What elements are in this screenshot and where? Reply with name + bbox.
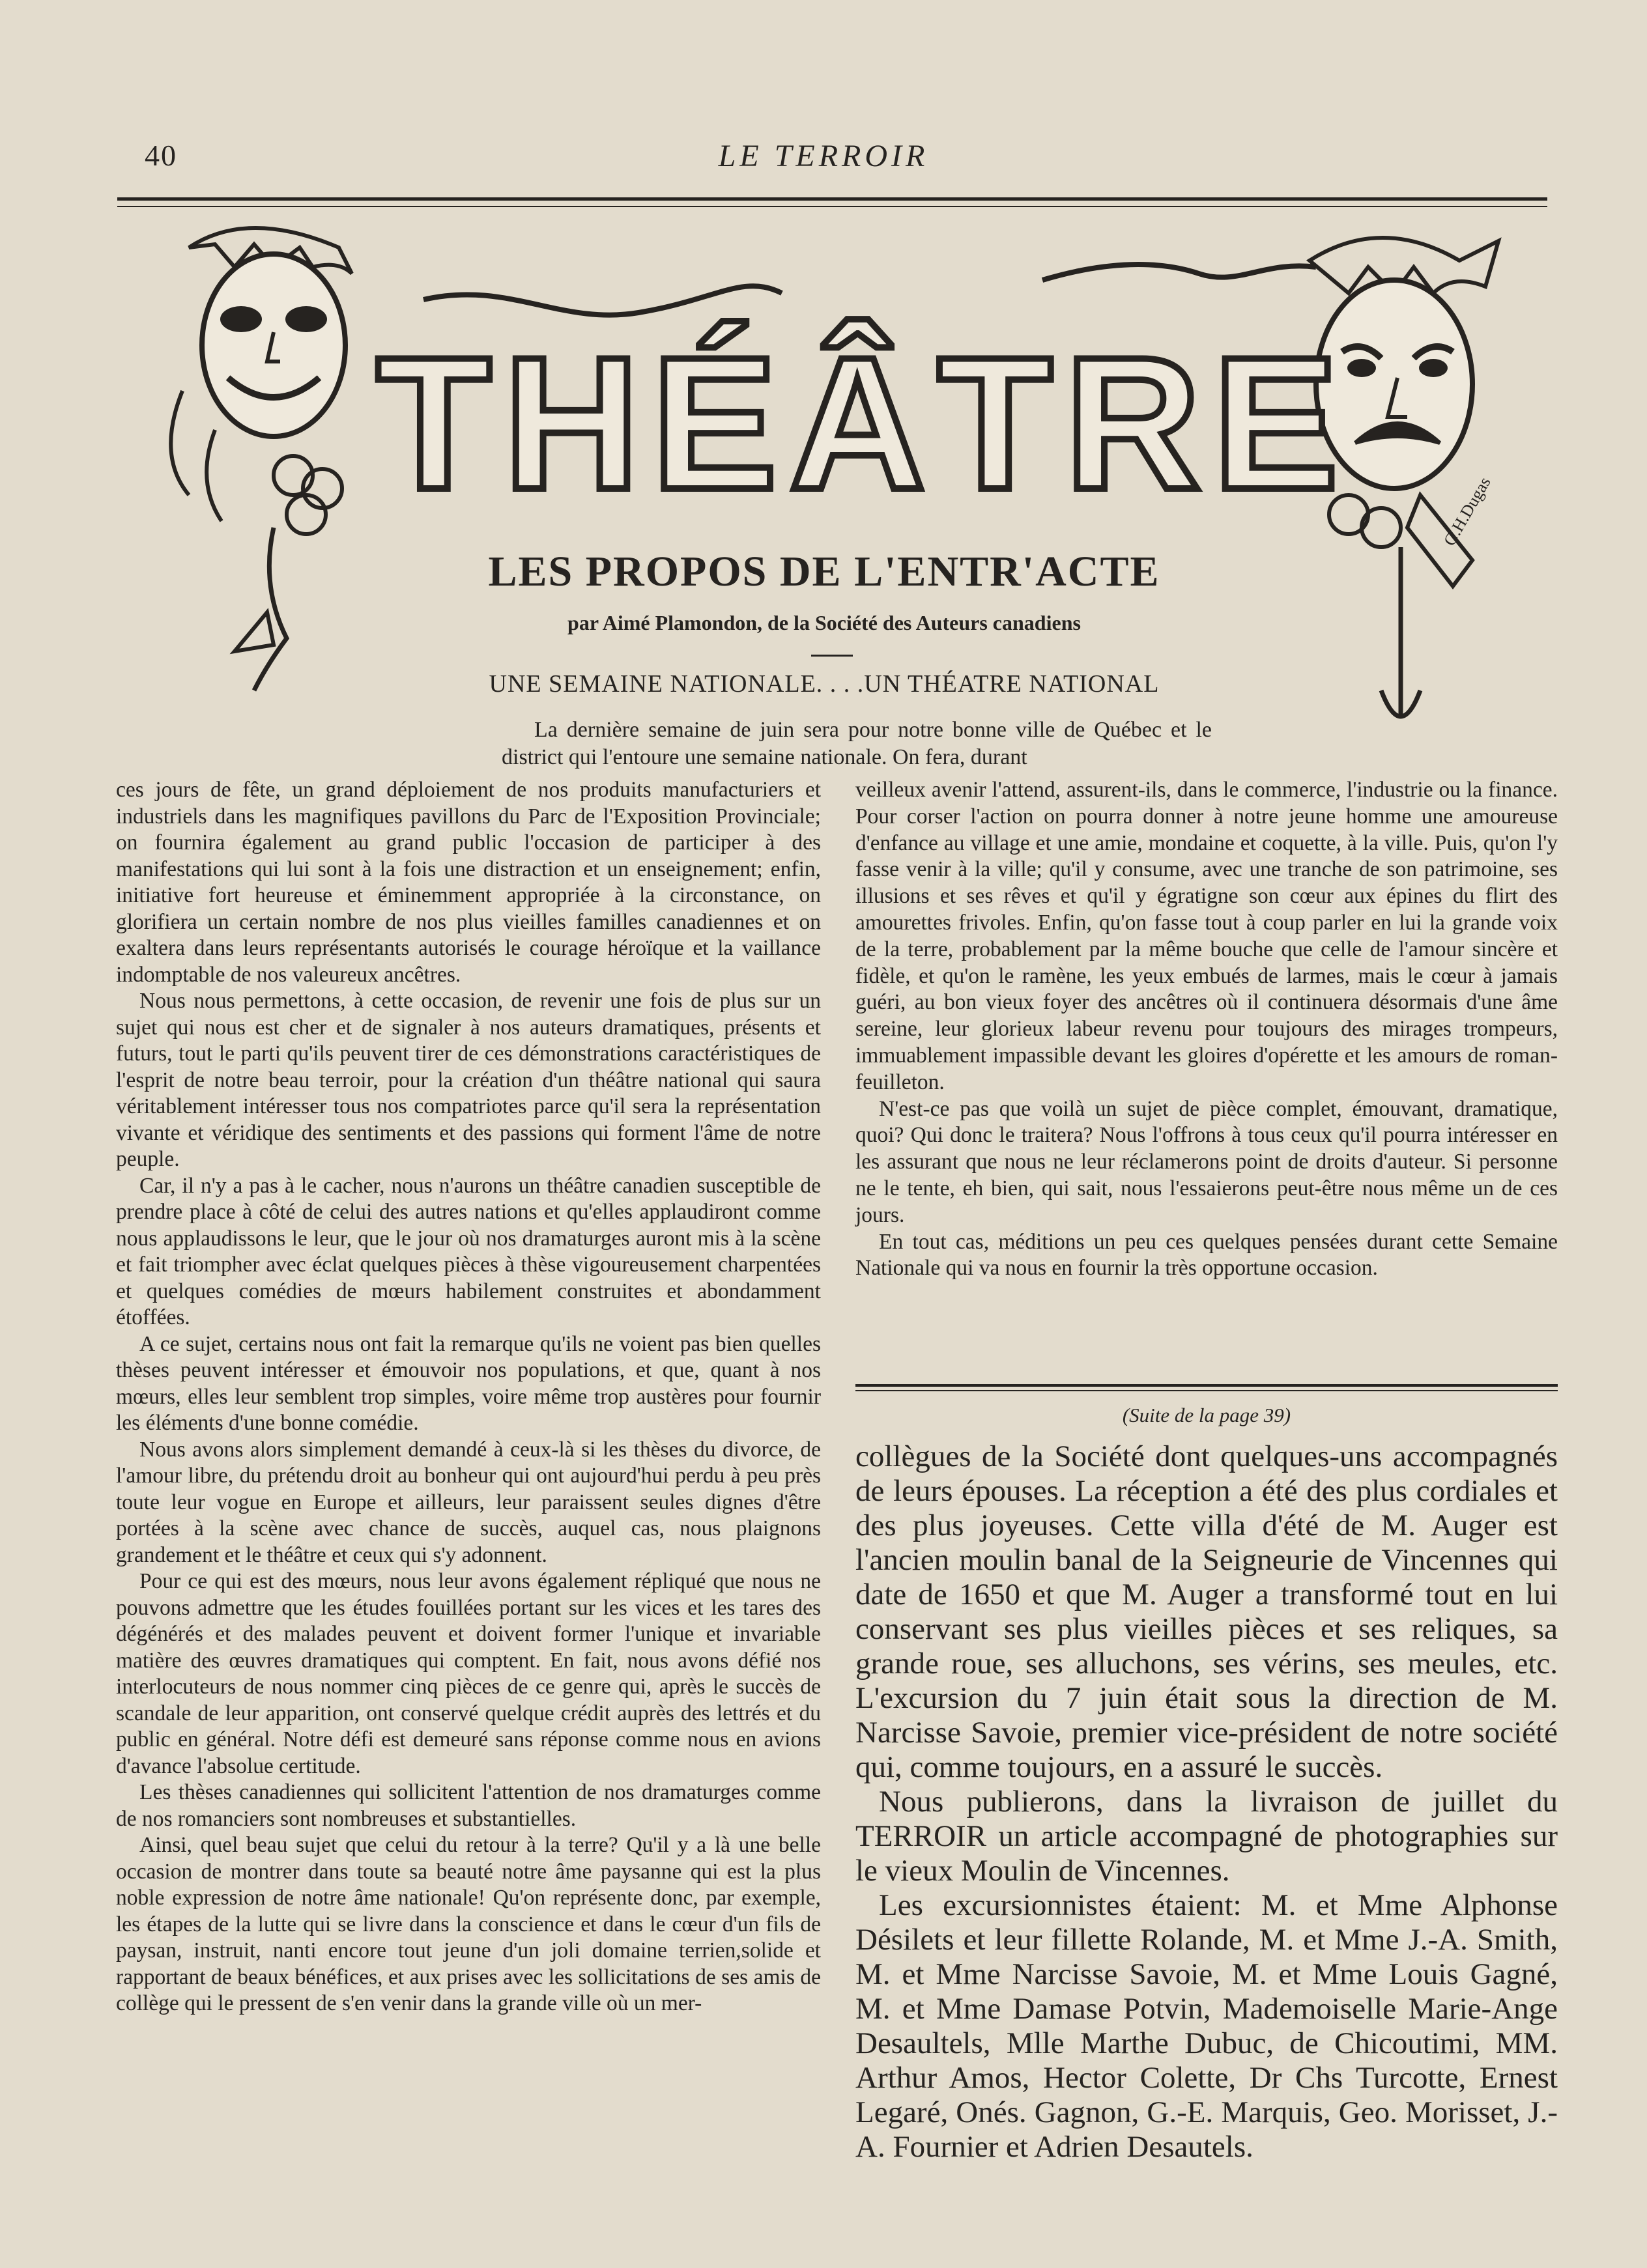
page-number: 40 xyxy=(145,139,177,172)
article-byline: par Aimé Plamondon, de la Société des Auteurs canadiens xyxy=(567,611,1081,634)
article-subtitle: UNE SEMAINE NATIONALE. . . .UN THÉATRE NATIONAL xyxy=(489,670,1160,698)
title-rule xyxy=(811,655,853,657)
paragraph: ces jours de fête, un grand déploiement de nos produits manufacturiers et industriels dans les magnifiques pavillons du Parc de l'Exposition Provinciale; on fournira également au grand public l'occasion de participer à des manifestations qui lui sont à la fois une distraction et un enseignement; enfin, initiative fort heureuse et éminemment appropriée à la circonstance, on glorifiera un certain nombre de nos plus vieilles familles canadiennes et on exaltera dans leurs représentants autorisés le courage héroïque et la vaillance indomptable de nos valeureux ancêtres. xyxy=(116,778,821,987)
right-column-article xyxy=(855,777,1558,1282)
paragraph: Les thèses canadiennes qui sollicitent l'attention de nos dramaturges comme de nos romanciers sont nombreuses et substantielles. xyxy=(116,1780,821,1831)
paragraph: A ce sujet, certains nous ont fait la remarque qu'ils ne voient pas bien quelles thèses peuvent intéresser et émouvoir nos populations, et que, quant à nos mœurs, elles leur semblent trop simples, voire même trop austères pour fournir les éléments d'une bonne comédie. xyxy=(116,1331,821,1435)
paragraph: veilleux avenir l'attend, assurent-ils, dans le commerce, l'industrie ou la finance. Pour corser l'action on pourra donner à notre jeune homme une amoureuse d'enfance au village et une amie, mondaine et coquette, à la ville. Puis, qu'on l'y fasse venir à la ville; qu'il y consume, avec une tranche de son patrimoine, ses illusions et ses rêves et qu'il y égratigne son cœur aux épines du flirt des amourettes frivoles. Enfin, qu'on fasse tout à coup parler en lui la grande voix de la terre, probablement par la même bouche que celle de l'amour sincère et fidèle, et qu'on le ramène, les yeux embués de larmes, mais le cœur à jamais guéri, au bon vieux foyer des ancêtres où il continuera désormais d'une âme sereine, leur glorieux labeur revenu pour toujours des mirages trompeurs, immuablement impassible devant les gloires d'opérette et les amours de roman-feuilleton. xyxy=(855,778,1558,1094)
artist-signature: G.H.Dugas xyxy=(1440,474,1495,549)
theatre-heading: THÉÂTRE xyxy=(376,318,1351,529)
paragraph: Nous nous permettons, à cette occasion, de revenir une fois de plus sur un sujet qui nous est cher et de signaler à nos auteurs dramatiques, présents et futurs, tout le parti qu'ils peuvent tirer de ces démonstrations caractéristiques de l'esprit de notre beau terroir, pour la création d'un théâtre national qui saura véritablement intéresser tous nos compatriotes parce qu'il sera la représentation vivante et véridique des sentiments et des passions qui forment l'âme de notre peuple. xyxy=(116,989,821,1171)
ribbon-right xyxy=(1042,264,1316,280)
paragraph: Nous publierons, dans la livraison de juillet du TERROIR un article accompagné de photographies sur le vieux Moulin de Vincennes. xyxy=(855,1785,1558,1888)
article-intro: La dernière semaine de juin sera pour notre bonne ville de Québec et le district qui l'entoure une semaine nationale. On fera, durant xyxy=(502,718,1212,769)
header-rule-thin xyxy=(117,206,1547,207)
header-rule xyxy=(117,197,1547,201)
continuation-label: (Suite de la page 39) xyxy=(1122,1404,1291,1426)
paragraph: Ainsi, quel beau sujet que celui du retour à la terre? Qu'il y a là une belle occasion de montrer dans toute sa beauté notre âme paysanne qui est la plus noble expression de notre âme nationale! Qu'on représente donc, par exemple, les étapes de la lutte qui se livre dans la conscience et dans le cœur d'un fils de paysan, instruit, nanti encore tout jeune d'un joli domaine terrien,solide et rapportant de beaux bénéfices, et aux prises avec les sollicitations de ses amis de collège qui le pressent de s'en venir dans la grande ville où un mer- xyxy=(116,1833,821,2015)
left-column xyxy=(116,777,821,2017)
paragraph: Nous avons alors simplement demandé à ceux-là si les thèses du divorce, de l'amour libre, du prétendu droit au bonheur qui ont aujourd'hui perdu à peu près toute leur vogue en Europe et ailleurs, leur paraissent seules dignes d'être portées à la scène avec chance de succès, auquel cas, nous plaignons grandement et le théâtre et ceux qui s'y adonnent. xyxy=(116,1437,821,1567)
comedy-mask-icon xyxy=(171,228,352,690)
journal-title: LE TERROIR xyxy=(718,139,929,173)
paragraph: Pour ce qui est des mœurs, nous leur avons également répliqué que nous ne pouvons admettre que les études fouillées portant sur les vices et les tares des dégénérés et des malades peuvent et doivent former l'unique et invariable matière des œuvres dramatiques qui comptent. En fait, nous avons défié nos interlocuteurs de nous nommer cinq pièces de ce genre qui, après le succès de scandale de leur apparition, ont conservé quelque crédit auprès des lettrés et du public en général. Notre défi est demeuré sans réponse comme nous en avions d'avance l'absolue certitude. xyxy=(116,1569,821,1778)
article-title: LES PROPOS DE L'ENTR'ACTE xyxy=(488,548,1160,595)
section-rule xyxy=(855,1384,1558,1387)
running-head xyxy=(117,138,1530,184)
continuation-text xyxy=(855,1439,1558,2164)
ribbon-left xyxy=(423,286,782,315)
paragraph: Car, il n'y a pas à le cacher, nous n'aurons un théâtre canadien susceptible de prendre place à côté de celui des autres nations et qu'elles applaudiront comme nous applaudissons le leur, que le jour où nos dramaturges auront mis à la scène et fait triompher avec éclat quelques pièces à thèse vigoureusement charpentées et quelques comédies de mœurs habilement construites et abondamment étoffées. xyxy=(116,1173,821,1329)
paragraph: Les excursionnistes étaient: M. et Mme Alphonse Désilets et leur fillette Rolande, M. et Mme J.-A. Smith, M. et Mme Narcisse Savoie, M. et Mme Louis Gagné, M. et Mme Damase Potvin, Mademoiselle Marie-Ange Desaultels, Mlle Marthe Dubuc, de Chicoutimi, MM. Arthur Amos, Hector Colette, Dr Chs Turcotte, Ernest Legaré, Onés. Gagnon, G.-E. Marquis, Geo. Morisset, J.-A. Fournier et Adrien Desautels. xyxy=(855,1888,1558,2164)
section-rule-thin xyxy=(855,1390,1558,1391)
paragraph: En tout cas, méditions un peu ces quelques pensées durant cette Semaine Nationale qui va nous en fournir la très opportune occasion. xyxy=(855,1229,1558,1281)
paragraph: collègues de la Société dont quelques-uns accompagnés de leurs épouses. La réception a été des plus cordiales et des plus joyeuses. Cette villa d'été de M. Auger est l'ancien moulin banal de la Seigneurie de Vincennes qui date de 1650 et que M. Auger a transformé tout en lui conservant ses plus vieilles pièces et ses reliques, sa grande roue, ses alluchons, ses vérins, ses meules, etc. L'excursion du 7 juin était sous la direction de M. Narcisse Savoie, premier vice-président de notre société qui, comme toujours, en a assuré le succès. xyxy=(855,1439,1558,1784)
paragraph: N'est-ce pas que voilà un sujet de pièce complet, émouvant, dramatique, quoi? Qui donc le traitera? Nous l'offrons à tous ceux qu'il pourra intéresser en les assurant que nous ne leur réclamerons point de droits d'auteur. Si personne ne le tente, eh bien, qui sait, nous l'essaierons peut-être nous même un de ces jours. xyxy=(855,1096,1558,1227)
